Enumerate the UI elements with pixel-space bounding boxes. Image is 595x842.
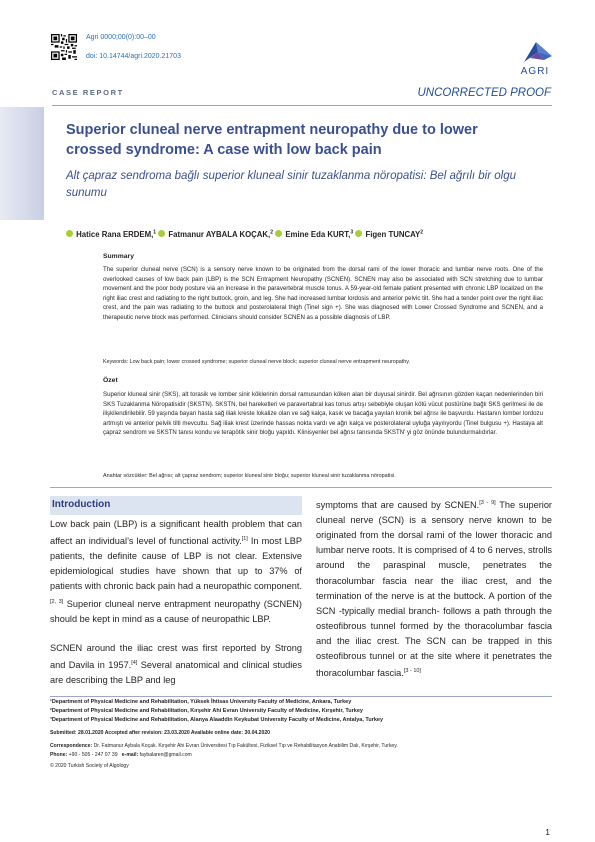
body-right-paragraph: symptoms that are caused by SCNEN.[3 - 9] The superior cluneal nerve (SCN) is a sensory nerve known to be originated from the dorsal rami of the lower thoracic and lumbar nerve roots. It is comprised of 4 to 6 nerves, strolls around the paraspinal muscle, penetrates the thoracolumbar fascia near the iliac crest, and the termination of the nerve is at the buttock. A portion of the SCN -typically medial branch- follows a path through the osteofibrous tunnel formed by the thoracolumbar fascia and the iliac crest. The SCN can be trapped in this osteofibrous tunnel or at the site where it penetrates the thoracolumbar fascia.[3 - 10] — [316, 500, 552, 679]
ozet-text: Superior kluneal sinir (SKS), alt torasik ve lomber sinir köklerinin dorsal ramusundan köken alan bir duyusal sinirdir. Bel ağrısının gözden kaçan nedenlerinden biri SKS Tuzaklanma Nöropatisidir (SKSTN). SKSTN, bel hareketleri ve paravertabral kas tonus artışı sebebiyle oluşan kötü vücut postürüne bağlı SKS gerilmesi ile de ilişkilendirilebilir. 59 yaşında bayan hasta sağ iliak kreste lokalize olan ve sağ kalça, kasık ve bacağa yayılan kronik bel ağrısı ile başvurdu. Hastanın lomber lordozu artmıştı ve anterior pelvik tilti mevcuttu. Sağ iliak krest üzerinde hassas nokta vardı ve ağrı kalça ve posterolateral uyluğa yayılıyordu (Tinel bulgusu +). Hastaya alt çapraz sendrom ve SKSTN tanısı kondu ve terapötik sinir bloğu yapıldı. Klinisyenler bel ağrısı tanısında SKSTN' yi göz önünde bulundurmalıdırlar. — [103, 391, 543, 437]
agri-logo-icon — [512, 38, 558, 78]
affiliation-3: ³Department of Physical Medicine and Rehabilitation, Alanya Alaaddin Keykubat University Faculty of Medicine, Antalya, Turkey — [50, 717, 384, 723]
body-left-paragraph-2: SCNEN around the iliac crest was first reported by Strong and Davila in 1957.[4] Several anatomical and clinical studies are describing the LBP and leg — [50, 643, 302, 686]
page-number: 1 — [545, 827, 550, 837]
article-subtitle-turkish: Alt çapraz sendroma bağlı superior kluneal sinir tuzaklanma nöropatisi: Bel ağrılı bir olgu sunumu — [66, 170, 517, 199]
ozet-keywords: Anahtar sözcükler: Bel ağrısı; alt çapraz sendrom; superior kluneal sinir bloğu; superior kluneal sinir tuzaklanma nöropatisi. — [103, 473, 396, 479]
correspondence: Correspondence: Dr. Fatmanur Aybala Koçak. Kırşehir Ahi Evran Üniversitesi Tıp Fakültesi, Fiziksel Tıp ve Rehabilitasyon Anabilim Dalı, Kırşehir, Turkey. — [50, 743, 398, 749]
section-label: CASE REPORT — [52, 88, 124, 97]
affiliation-divider — [50, 696, 552, 697]
orcid-icon[interactable] — [66, 230, 73, 237]
summary-heading: Summary — [103, 253, 134, 260]
qr-code-icon — [51, 34, 77, 60]
abstract-divider — [50, 487, 552, 488]
article-title: Superior cluneal nerve entrapment neuropathy due to lower crossed syndrome: A case with low back pain — [66, 122, 478, 158]
body-left-paragraph-1: Low back pain (LBP) is a significant health problem that can affect an individual’s level of functional activity.[1] In most LBP patients, the definite cause of LBP is not clear. Extensive epidemiological studies have shown that up to 37% of patients with chronic back pain had a neuropathic component.[2, 3] Superior cluneal nerve entrapment neuropathy (SCNEN) should be kept in mind as a cause of neuropathic LBP. — [50, 519, 302, 624]
author-4[interactable]: Figen TUNCAY$^2$ — [355, 230, 423, 239]
affiliation-1: ¹Department of Physical Medicine and Rehabilitation, Yüksek İhtisas University Faculty of Medicine, Ankara, Turkey — [50, 699, 352, 705]
citation-link[interactable]: [1] — [241, 536, 248, 543]
orcid-icon[interactable] — [275, 230, 282, 237]
summary-text: The superior cluneal nerve (SCN) is a sensory nerve known to be originated from the dorsal rami of the lower thoracic and lumbar nerve roots. One of the overlooked causes of low back pain (LBP) is the SCN Entrapment Neuropathy (SCNEN). SCNEN may also be associated with SCN stretching due to lumbar movement and the poor body posture via an increase in the paravertebral muscle tonus. A 59-year-old female patient presented with chronic LBP localized on the right iliac crest and radiating to the right buttock, groin, and leg. She had increased lumbar lordosis and anterior pelvic tilt. She had a tender point over the right iliac crest, and the pain was radiating to the buttock and posterolateral thigh (Tinel sign +). She was diagnosed with Lower Crossed Syndrome and SCNEN, and a therapeutic nerve block was performed. Clinicians should consider SCNEN as a possible diagnosis of LBP. — [103, 266, 543, 321]
logo-text: AGRI — [520, 66, 550, 77]
orcid-icon[interactable] — [158, 230, 165, 237]
introduction-heading: Introduction — [50, 496, 302, 515]
author-list — [66, 229, 536, 239]
citation-link[interactable]: [2, 3] — [50, 598, 64, 605]
decorative-side-band — [0, 107, 44, 220]
copyright: © 2020 Turkish Society of Algology — [50, 763, 129, 769]
header-divider — [52, 105, 552, 106]
affiliation-2: ²Department of Physical Medicine and Rehabilitation, Kırşehir Ahi Evran University Faculty of Medicine, Kırşehir, Turkey — [50, 708, 363, 714]
author-2[interactable]: Fatmanur AYBALA KOÇAK,$^2$ — [158, 230, 273, 239]
submission-dates: Submitted: 28.01.2020 Accepted after revision: 23.03.2020 Available online date: 30.04.2020 — [50, 730, 270, 736]
journal-citation: Agri 0000;00(0):00–00 — [86, 34, 156, 41]
summary-keywords: Keywords: Low back pain; lower crossed syndrome; superior cluneal nerve block; superior cluneal nerve entrapment neuropathy. — [103, 359, 411, 365]
orcid-icon[interactable] — [355, 230, 362, 237]
proof-status: UNCORRECTED PROOF — [417, 87, 551, 99]
ozet-heading: Özet — [103, 377, 118, 384]
author-3[interactable]: Emine Eda KURT,$^3$ — [275, 230, 353, 239]
citation-link[interactable]: [3 - 9] — [479, 500, 496, 506]
citation-link[interactable]: [3 - 10] — [403, 668, 421, 675]
author-1[interactable]: Hatice Rana ERDEM,$^1$ — [66, 230, 156, 239]
contact-line: Phone: +90 - 505 - 247 07 39 e-mail: faybalaren@gmail.com — [50, 752, 192, 758]
email-link[interactable]: faybalaren@gmail.com — [138, 752, 192, 758]
doi-link[interactable]: doi: 10.14744/agri.2020.21703 — [86, 53, 181, 60]
citation-link[interactable]: [4] — [131, 660, 138, 667]
